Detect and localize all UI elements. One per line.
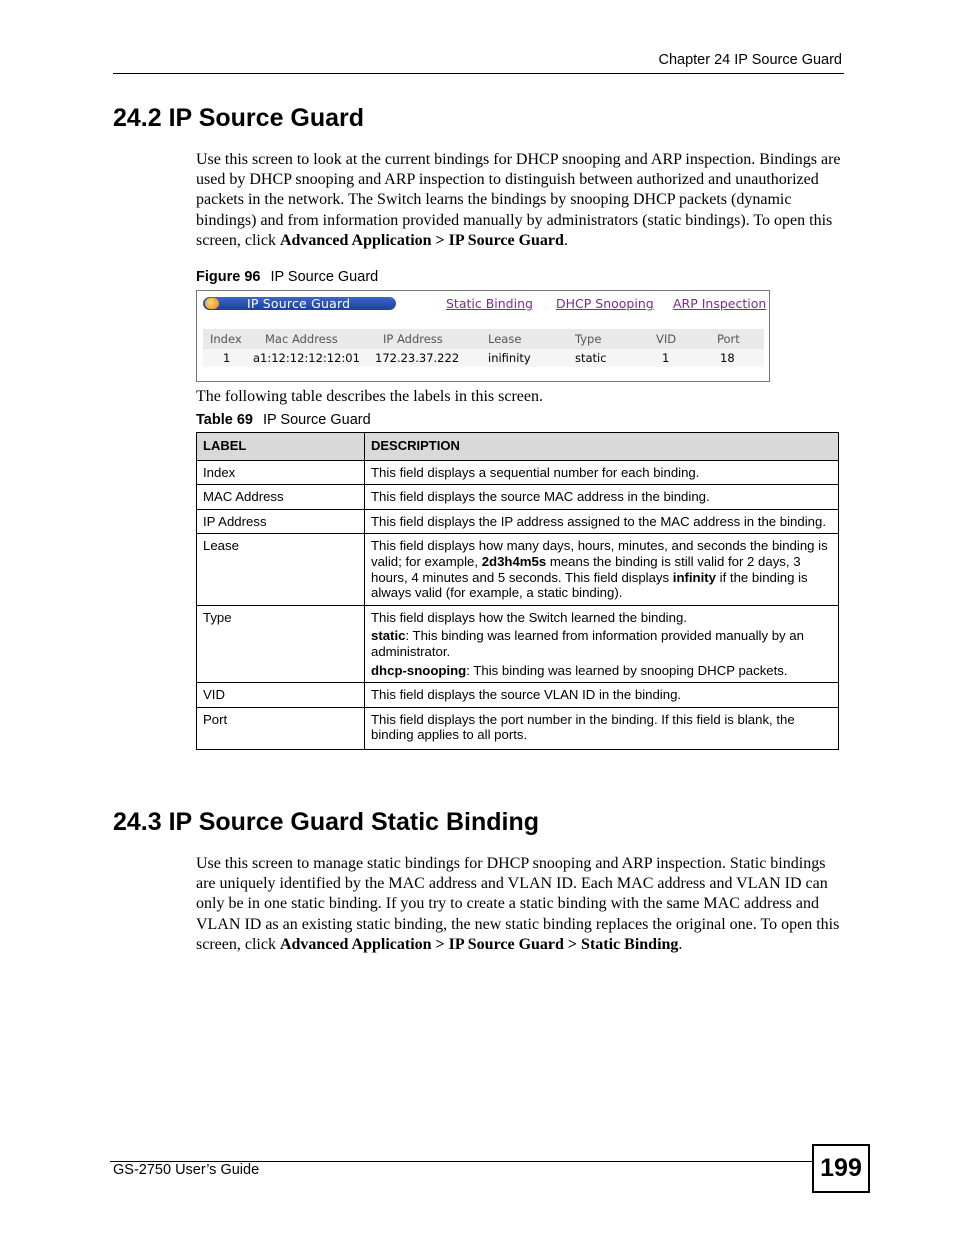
row-description: This field displays how the Switch learned the binding. static: This binding was learned from information provided manually by an administrator. dhcp-snooping: This binding was learned by snooping DHCP packets. — [365, 605, 839, 682]
row-description: This field displays the IP address assigned to the MAC address in the binding. — [365, 509, 839, 534]
table-row — [197, 485, 839, 510]
table-header-row — [197, 433, 839, 461]
tab-bullet-icon — [205, 298, 219, 309]
row-label: MAC Address — [197, 485, 365, 510]
section-intro: Use this screen to manage static bindings for DHCP snooping and ARP inspection. Static bindings are uniquely identified by the MAC address and VLAN ID. Each MAC address and VLAN ID can only be in one static binding. If you try to create a static binding with the same MAC address and VLAN ID as an existing static binding, the new static binding replaces the original one. To open this screen, click Advanced Application > IP Source Guard > Static Binding. — [196, 855, 840, 953]
cell-lease: inifinity — [488, 351, 531, 365]
table-row — [197, 460, 839, 485]
row-description: This field displays how many days, hours, minutes, and seconds the binding is valid; for example, 2d3h4m5s means the binding is still valid for 2 days, 3 hours, 4 minutes and 5 seconds. This field displays infinity if the binding is always valid (for example, a static binding). — [365, 534, 839, 605]
section-title: 24.3 IP Source Guard Static Binding — [113, 808, 540, 836]
description-header: DESCRIPTION — [365, 433, 839, 461]
cell-type: static — [575, 351, 607, 365]
table-row — [197, 707, 839, 749]
col-index: Index — [210, 332, 242, 346]
screen-title-tab — [203, 297, 396, 310]
static-binding-link[interactable]: Static Binding — [446, 296, 533, 311]
label-header: LABEL — [197, 433, 365, 461]
cell-mac: a1:12:12:12:12:01 — [253, 351, 360, 365]
table-row — [197, 683, 839, 708]
table-intro: The following table describes the labels in this screen. — [196, 388, 544, 405]
cell-port: 18 — [720, 351, 735, 365]
col-lease: Lease — [488, 332, 522, 346]
figure-caption: Figure 96 IP Source Guard — [196, 269, 379, 285]
ip-source-guard-screenshot — [196, 290, 770, 382]
chapter-header: Chapter 24 IP Source Guard — [658, 52, 842, 68]
section-title: 24.2 IP Source Guard — [113, 104, 365, 132]
dhcp-snooping-link[interactable]: DHCP Snooping — [556, 296, 654, 311]
col-port: Port — [717, 332, 740, 346]
arp-inspection-link[interactable]: ARP Inspection — [673, 296, 767, 311]
page-number: 199 — [812, 1144, 870, 1193]
label-description-table — [196, 432, 839, 750]
row-description: This field displays the source VLAN ID in the binding. — [365, 683, 839, 708]
table-row — [197, 509, 839, 534]
col-ip-address: IP Address — [383, 332, 443, 346]
col-mac-address: Mac Address — [265, 332, 338, 346]
row-label: Port — [197, 707, 365, 749]
section-intro: Use this screen to look at the current bindings for DHCP snooping and ARP inspection. Bindings are used by DHCP snooping and ARP inspection to distinguish between authorized and unauthorized packets in the network. The Switch learns the bindings by snooping DHCP packets (dynamic bindings) and from information provided manually by administrators (static bindings). To open this screen, click Advanced Application > IP Source Guard. — [196, 151, 841, 249]
cell-index: 1 — [223, 351, 231, 365]
header-rule — [113, 73, 844, 74]
row-label: IP Address — [197, 509, 365, 534]
col-vid: VID — [656, 332, 677, 346]
cell-vid: 1 — [662, 351, 670, 365]
row-description: This field displays the source MAC address in the binding. — [365, 485, 839, 510]
binding-table-header — [203, 329, 764, 349]
col-type: Type — [575, 332, 602, 346]
cell-ip: 172.23.37.222 — [375, 351, 460, 365]
row-label: VID — [197, 683, 365, 708]
table-caption: Table 69 IP Source Guard — [196, 412, 371, 428]
row-description: This field displays the port number in the binding. If this field is blank, the binding applies to all ports. — [365, 707, 839, 749]
table-row — [197, 605, 839, 682]
table-row — [197, 534, 839, 605]
tab-label: IP Source Guard — [247, 296, 351, 311]
footer-guide-title: GS-2750 User’s Guide — [113, 1162, 260, 1178]
table-row — [203, 349, 764, 367]
row-label: Lease — [197, 534, 365, 605]
row-label: Type — [197, 605, 365, 682]
row-label: Index — [197, 460, 365, 485]
row-description: This field displays a sequential number for each binding. — [365, 460, 839, 485]
